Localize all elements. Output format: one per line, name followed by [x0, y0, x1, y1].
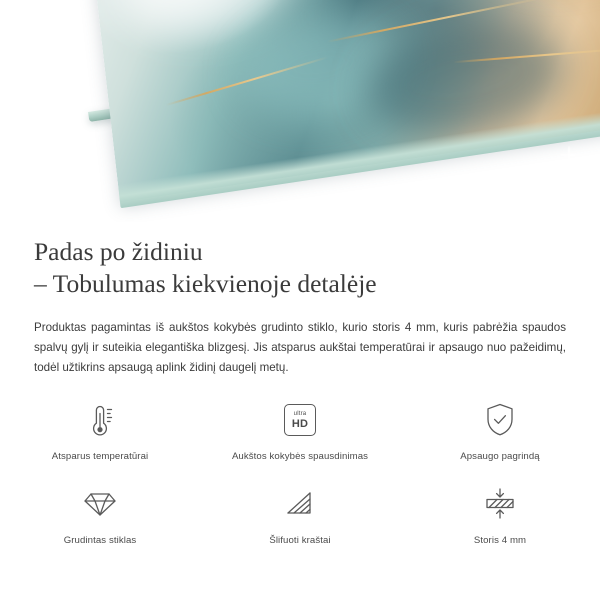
thickness-icon — [480, 482, 520, 526]
ultra-hd-bottom-text: HD — [291, 417, 309, 430]
thermometer-icon — [82, 398, 118, 442]
polished-edge-icon — [280, 482, 320, 526]
text-content — [0, 222, 600, 378]
shield-check-icon — [481, 398, 519, 442]
sparkle-icon — [560, 146, 578, 164]
feature-item-polished-edges — [200, 476, 400, 560]
feature-label: Aukštos kokybės spausdinimas — [231, 451, 369, 462]
ultra-hd-top-text: ultra — [293, 410, 307, 417]
feature-item-tempered-glass — [0, 476, 200, 560]
diamond-icon — [80, 482, 120, 526]
sparkle-icon — [546, 186, 572, 212]
feature-label: Grudintas stiklas — [63, 535, 137, 546]
page-title — [0, 222, 600, 300]
page-title-line-1: Padas po židiniu — [34, 237, 203, 266]
feature-item-surface-protection — [400, 392, 600, 476]
marble-wash-4 — [360, 9, 570, 148]
feature-grid — [0, 392, 600, 560]
marble-glass-panel — [86, 0, 600, 202]
hero-image — [0, 0, 600, 222]
feature-label: Storis 4 mm — [473, 535, 527, 546]
ultra-hd-badge — [284, 404, 316, 436]
description-paragraph: Produktas pagamintas iš aukštos kokybės grudinto stiklo, kurio storis 4 mm, kuris pabrėžia spaudos spalvų gylį ir suteikia elegantiška blizgesį. Jis atsparus aukštai temperatūrai ir apsaugo nuo pažeidimų, todėl užtikrins apsaugą aplink židinį daugelį metų. — [34, 321, 566, 374]
ultra-hd-icon — [284, 398, 316, 442]
feature-item-temperature-resistant — [0, 392, 200, 476]
feature-item-thickness — [400, 476, 600, 560]
feature-label: Atsparus temperatūrai — [51, 451, 149, 462]
hero-image-inner — [0, 0, 600, 222]
feature-label: Apsaugo pagrindą — [460, 451, 540, 462]
page-title-line-2: – Tobulumas kiekvienoje detalėje — [34, 269, 377, 298]
feature-label: Šlifuoti kraštai — [269, 535, 331, 546]
sparkle-icon — [508, 160, 552, 204]
feature-item-print-quality — [200, 392, 400, 476]
